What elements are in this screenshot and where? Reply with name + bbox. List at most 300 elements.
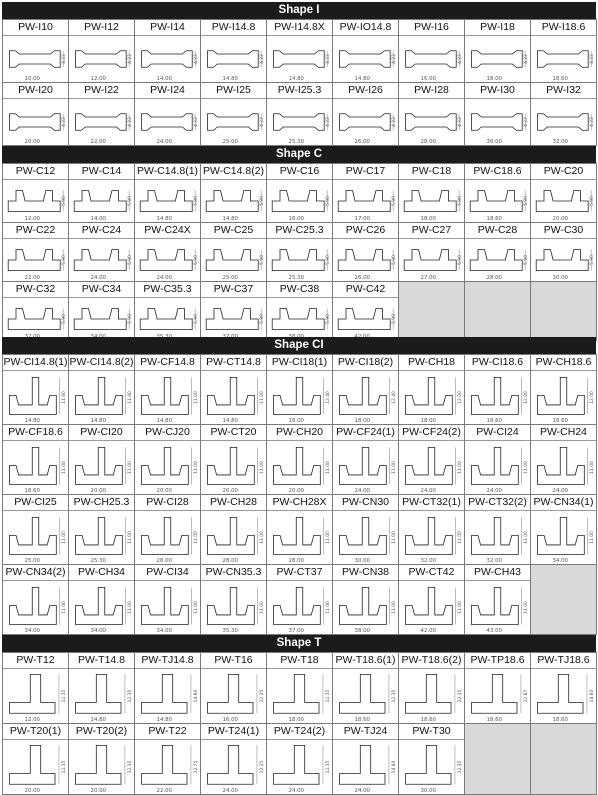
width-dimension: 24.00 [486,488,502,494]
profile-svg [531,36,596,82]
profile-cell [68,354,135,425]
profile-drawing [135,99,200,145]
profile-code: PW-TJ14.8 [135,653,200,669]
profile-code: PW-C22 [3,223,68,239]
width-dimension: 26.00 [354,139,370,145]
empty-cell [464,281,531,341]
profile-svg [201,669,266,723]
profile-outline [338,309,390,330]
profile-outline [538,447,585,484]
profile-drawing [135,239,200,281]
profile-code: PW-I30 [465,83,530,99]
width-dimension: 18.60 [552,418,568,424]
profile-outline [406,587,453,624]
profile-cell [530,82,597,146]
profile-outline [406,745,452,784]
profile-row [2,494,596,564]
width-dimension: 25.30 [288,139,304,145]
width-dimension: 14.80 [288,76,304,82]
profile-cell [68,163,135,223]
profile-code: PW-C14.8(1) [135,164,200,180]
profile-svg [3,36,68,82]
width-dimension: 30.00 [354,558,370,564]
profile-code: PW-T16 [201,653,266,669]
profile-outline [274,674,320,713]
profile-code: PW-CN34(2) [3,565,68,581]
profile-code: PW-CH28 [201,495,266,511]
height-dimension: 11.00 [260,531,266,544]
width-dimension: 25.30 [90,558,106,564]
profile-svg [69,740,134,794]
profile-svg [399,441,464,494]
profile-code: PW-T30 [399,724,464,740]
section-header: Shape T [2,635,596,652]
width-dimension: 18.60 [486,717,502,723]
profile-svg [3,511,68,564]
profile-drawing [3,371,68,424]
profile-drawing [531,297,596,340]
profile-outline [208,587,255,624]
height-dimension: 4.22 [128,117,134,127]
profile-cell [68,494,135,565]
profile-drawing [531,739,596,794]
profile-svg [333,441,398,494]
profile-drawing [465,239,530,281]
width-dimension: 24.00 [354,788,370,794]
profile-drawing [69,36,134,82]
height-dimension: 4.22 [62,54,68,64]
profile-code: PW-CN30 [333,495,398,511]
height-dimension: 11.00 [326,461,332,474]
height-dimension: 11.00 [392,601,398,614]
profile-svg [201,441,266,494]
profile-svg [3,669,68,723]
profile-drawing [399,511,464,564]
width-dimension: 12.00 [24,717,40,723]
profile-code: PW-C16 [267,164,332,180]
profile-code [465,724,530,739]
profile-cell [134,281,201,341]
profile-outline [472,674,518,713]
profile-outline [74,309,126,330]
profile-cell [2,564,69,635]
profile-outline [406,517,453,554]
profile-outline [274,745,320,784]
profile-svg [135,740,200,794]
profile-drawing [531,36,596,82]
profile-svg [333,298,398,340]
profile-drawing [531,239,596,281]
width-dimension: 18.60 [552,76,568,82]
profile-outline [10,114,61,131]
profile-svg [135,298,200,340]
profile-svg [3,298,68,340]
width-dimension: 20.00 [222,488,238,494]
height-dimension: 4.22 [326,54,332,64]
profile-outline [142,377,189,414]
height-dimension: 5.90 [326,314,332,324]
profile-row [2,652,596,723]
profile-outline [406,447,453,484]
profile-outline [538,114,589,131]
profile-svg [135,511,200,564]
profile-outline [142,51,193,68]
profile-svg [531,669,596,723]
profile-outline [208,674,254,713]
width-dimension: 28.00 [156,558,172,564]
profile-cell [530,163,597,223]
profile-code: PW-CN38 [333,565,398,581]
profile-drawing [3,239,68,281]
profile-outline [536,250,588,271]
width-dimension: 14.80 [222,76,238,82]
width-dimension: 24.00 [552,488,568,494]
profile-cell [2,281,69,341]
profile-svg [531,180,596,222]
profile-code: PW-CF24(1) [333,425,398,441]
profile-cell [266,222,333,282]
profile-outline [538,377,585,414]
profile-svg [3,581,68,634]
profile-drawing [135,669,200,723]
profile-cell [2,652,69,724]
profile-code: PW-T22 [135,724,200,740]
profile-outline [140,250,192,271]
profile-code: PW-CF18.6 [3,425,68,441]
profile-outline [142,674,188,713]
profile-drawing [465,669,530,723]
profile-svg [531,371,596,424]
profile-svg [465,239,530,281]
width-dimension: 14.00 [156,76,172,82]
profile-drawing [531,580,596,634]
profile-cell [398,82,465,146]
profile-cell [2,424,69,495]
profile-code: PW-I14.8X [267,20,332,36]
width-dimension: 24.00 [90,275,106,281]
profile-cell [398,354,465,425]
profile-svg [135,99,200,145]
profile-drawing [3,180,68,222]
height-dimension: 5.90 [590,196,596,206]
profile-code: PW-IO14.8 [333,20,398,36]
profile-svg [201,581,266,634]
height-dimension: 4.22 [458,117,464,127]
profile-cell [398,494,465,565]
width-dimension: 30.00 [486,139,502,145]
profile-row [2,564,596,634]
profile-cell [2,354,69,425]
profile-code [531,282,596,297]
height-dimension: 11.00 [62,461,68,474]
height-dimension: 11.00 [194,531,200,544]
profile-outline [76,51,127,68]
height-dimension: 5.90 [392,255,398,265]
profile-code: PW-C18.6 [465,164,530,180]
profile-drawing [69,740,134,794]
profile-row [2,354,596,424]
profile-cell [464,652,531,724]
profile-outline [208,377,255,414]
profile-cell [200,723,267,795]
profile-cell [464,424,531,495]
height-dimension: 12.35 [260,760,266,774]
height-dimension: 4.22 [590,117,596,127]
height-dimension: 5.90 [392,314,398,324]
profile-drawing [465,739,530,794]
profile-code: PW-T18.6(1) [333,653,398,669]
profile-svg [135,441,200,494]
profile-code: PW-CI20 [69,425,134,441]
width-dimension: 34.00 [24,628,40,634]
profile-code: PW-I18 [465,20,530,36]
profile-code: PW-C26 [333,223,398,239]
height-dimension: 11.00 [458,531,464,544]
height-dimension: 5.90 [590,255,596,265]
profile-row [2,163,596,222]
profile-svg [201,239,266,281]
profile-drawing [465,180,530,222]
profile-code: PW-CI24 [465,425,530,441]
width-dimension: 18.60 [486,216,502,222]
profile-outline [10,517,57,554]
profile-drawing [465,371,530,424]
profile-drawing [135,740,200,794]
profile-cell [266,424,333,495]
width-dimension: 22.00 [24,275,40,281]
width-dimension: 20.00 [288,488,304,494]
profile-drawing [135,581,200,634]
profile-drawing [399,441,464,494]
width-dimension: 38.00 [354,628,370,634]
profile-outline [340,114,391,131]
profile-cell [266,281,333,341]
profile-code: PW-I26 [333,83,398,99]
profile-code [399,282,464,297]
width-dimension: 18.00 [486,76,502,82]
profile-row [2,424,596,494]
profile-cell [134,82,201,146]
height-dimension: 12.40 [392,391,398,404]
width-dimension: 14.00 [90,216,106,222]
profile-drawing [465,511,530,564]
profile-svg [267,99,332,145]
profile-cell [200,19,267,83]
empty-cell [398,281,465,341]
profile-drawing [333,740,398,794]
profile-drawing [135,441,200,494]
profile-outline [472,587,519,624]
profile-drawing [201,511,266,564]
profile-cell [68,564,135,635]
width-dimension: 10.00 [24,76,40,82]
profile-code: PW-CT32(1) [399,495,464,511]
profile-svg [465,99,530,145]
profile-cell [2,19,69,83]
profile-cell [332,19,399,83]
profile-cell [200,564,267,635]
profile-drawing [3,581,68,634]
width-dimension: 16.00 [222,717,238,723]
height-dimension: 11.00 [590,461,596,474]
profile-svg [267,581,332,634]
width-dimension: 14.80 [222,216,238,222]
profile-code: PW-C28 [465,223,530,239]
profile-svg [465,371,530,424]
height-dimension: 11.00 [260,461,266,474]
profile-outline [472,517,519,554]
profile-drawing [201,669,266,723]
profile-cell [200,354,267,425]
profile-svg [135,36,200,82]
height-dimension: 11.00 [260,601,266,614]
width-dimension: 18.60 [552,717,568,723]
profile-svg [135,239,200,281]
profile-code: PW-CT14.8 [201,355,266,371]
profile-code: PW-CI14.8(1) [3,355,68,371]
profile-cell [464,19,531,83]
profile-drawing [333,669,398,723]
height-dimension: 12.35 [326,760,332,774]
profile-outline [272,250,324,271]
profile-outline [142,517,189,554]
profile-svg [267,669,332,723]
profile-cell [398,723,465,795]
profile-drawing [531,441,596,494]
profile-outline [10,377,57,414]
profile-svg [333,239,398,281]
profile-svg [399,371,464,424]
profile-cell [332,163,399,223]
profile-grid [2,163,596,340]
height-dimension: 11.00 [62,531,68,544]
profile-outline [10,447,57,484]
profile-drawing [267,99,332,145]
profile-outline [406,674,452,713]
profile-outline [142,745,188,784]
width-dimension: 14.80 [156,216,172,222]
height-dimension: 5.90 [260,196,266,206]
profile-svg [69,239,134,281]
profile-code: PW-CT42 [399,565,464,581]
profile-code: PW-CT20 [201,425,266,441]
height-dimension: 5.90 [194,196,200,206]
width-dimension: 30.00 [552,275,568,281]
section-header: Shape I [2,2,596,19]
profile-outline [472,377,519,414]
profile-code: PW-T14.8 [69,653,134,669]
width-dimension: 35.30 [222,628,238,634]
profile-svg [399,581,464,634]
width-dimension: 20.00 [90,788,106,794]
profile-cell [464,564,531,635]
profile-outline [404,250,456,271]
profile-row [2,222,596,281]
profile-drawing [69,669,134,723]
profile-drawing [465,99,530,145]
profile-drawing [531,371,596,424]
profile-code: PW-I28 [399,83,464,99]
height-dimension: 11.00 [128,461,134,474]
profile-outline [76,674,122,713]
profile-code: PW-I18.6 [531,20,596,36]
profile-outline [538,517,585,554]
profile-code: PW-CH34 [69,565,134,581]
profile-cell [266,163,333,223]
profile-drawing [333,441,398,494]
height-dimension: 11.00 [62,601,68,614]
profile-code: PW-TP18.6 [465,653,530,669]
profile-outline [470,191,522,212]
profile-cell [332,222,399,282]
profile-cell [68,222,135,282]
width-dimension: 28.00 [288,558,304,564]
profile-drawing [399,581,464,634]
profile-outline [10,51,61,68]
profile-cell [68,82,135,146]
profile-drawing [69,298,134,340]
profile-outline [208,51,259,68]
profile-code: PW-T18.6(2) [399,653,464,669]
profile-outline [140,309,192,330]
profile-code: PW-CF14.8 [135,355,200,371]
height-dimension: 11.00 [590,531,596,544]
width-dimension: 20.00 [156,488,172,494]
height-dimension: 5.90 [326,196,332,206]
width-dimension: 17.00 [354,216,370,222]
profile-code: PW-CI14.8(2) [69,355,134,371]
profile-drawing [69,581,134,634]
profile-svg [399,239,464,281]
width-dimension: 14.80 [222,418,238,424]
profile-svg [465,511,530,564]
height-dimension: 11.00 [194,601,200,614]
profile-code [531,724,596,739]
profile-outline [76,114,127,131]
profile-code: PW-I14.8 [201,20,266,36]
profile-svg [333,371,398,424]
width-dimension: 32.00 [420,558,436,564]
profile-code: PW-CH18 [399,355,464,371]
profile-svg [201,180,266,222]
profile-code: PW-CI18(2) [333,355,398,371]
profile-svg [333,180,398,222]
profile-svg [333,740,398,794]
width-dimension: 34.00 [156,628,172,634]
height-dimension: 12.35 [458,689,464,703]
profile-code: PW-CT32(2) [465,495,530,511]
height-dimension: 5.90 [194,255,200,265]
profile-outline [206,309,258,330]
profile-svg [135,180,200,222]
profile-drawing [333,180,398,222]
profile-svg [333,669,398,723]
profile-cell [200,424,267,495]
height-dimension: 5.90 [260,255,266,265]
profile-drawing [333,298,398,340]
profile-code: PW-I12 [69,20,134,36]
profile-svg [201,298,266,340]
width-dimension: 28.00 [486,275,502,281]
height-dimension: 4.22 [326,117,332,127]
profile-drawing [135,180,200,222]
profile-drawing [399,297,464,340]
profile-drawing [465,36,530,82]
profile-cell [332,652,399,724]
profile-code: PW-C25 [201,223,266,239]
profile-drawing [399,669,464,723]
profile-cell [398,424,465,495]
